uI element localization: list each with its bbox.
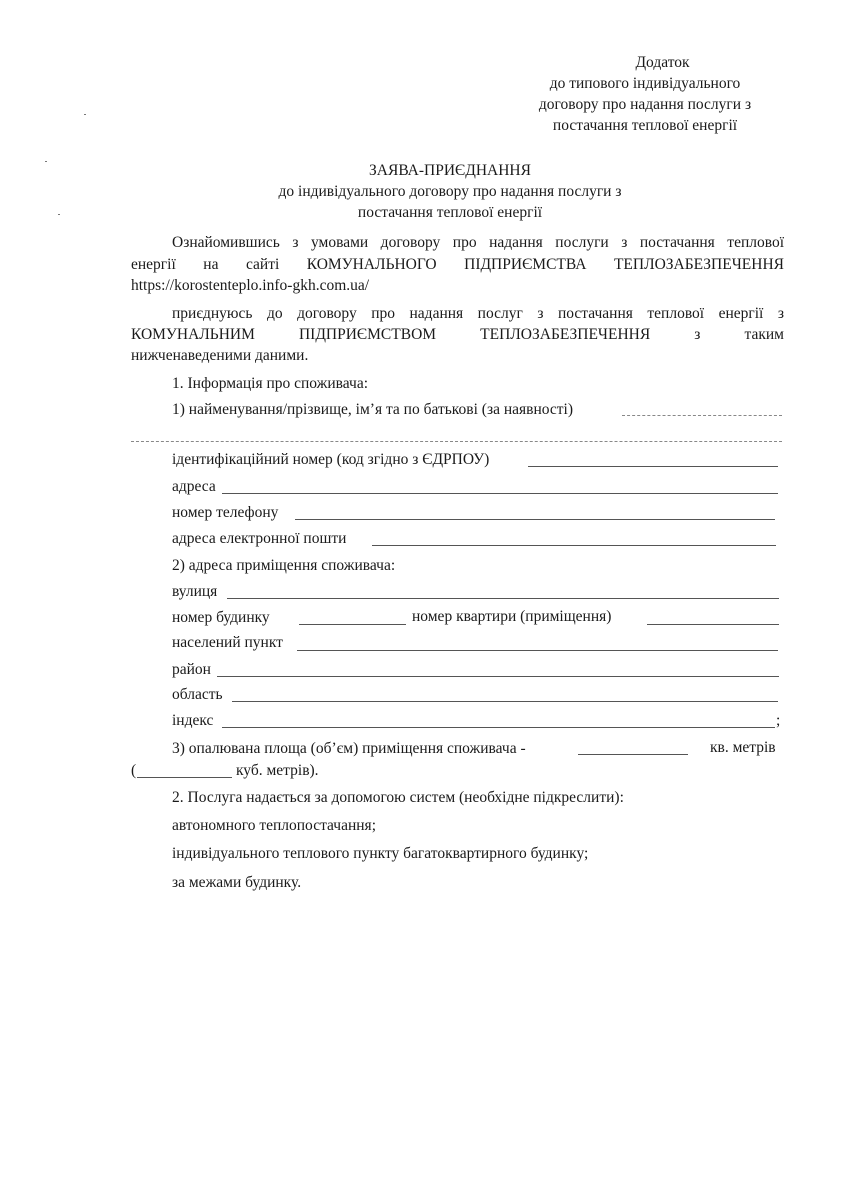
section1-heading: 1. Інформація про споживача:: [172, 375, 369, 392]
system-option-individual-point[interactable]: індивідуального теплового пункту багатоквартирного будинку;: [172, 845, 589, 862]
volume-open: (: [131, 762, 137, 779]
document-title: [200, 160, 700, 223]
index-label: індекс: [172, 712, 214, 729]
name-field[interactable]: [622, 415, 782, 416]
name-field-continued[interactable]: [131, 441, 782, 442]
district-label: район: [172, 661, 211, 678]
region-label: область: [172, 686, 223, 703]
scan-speck: [45, 161, 47, 162]
appendix-line: Додаток: [635, 54, 690, 71]
name-label: 1) найменування/прізвище, ім’я та по батькові (за наявності): [172, 401, 573, 418]
id-field[interactable]: [528, 466, 778, 467]
email-field[interactable]: [372, 545, 776, 546]
appendix-line: до типового індивідуального: [549, 75, 741, 92]
locality-label: населений пункт: [172, 634, 283, 651]
title-line: до індивідуального договору про надання послуги з: [278, 183, 622, 200]
join-line: приєднуюсь до договору про надання послуг з постачання теплової енергії з: [172, 305, 784, 322]
apartment-field[interactable]: [647, 624, 779, 625]
intro-url: https://korostenteplo.info-gkh.com.ua/: [131, 277, 370, 294]
title-line: ЗАЯВА-ПРИЄДНАННЯ: [369, 162, 531, 179]
intro-line: Ознайомившись з умовами договору про надання послуги з постачання теплової: [172, 234, 784, 251]
address-label: адреса: [172, 478, 216, 495]
system-option-outside-building[interactable]: за межами будинку.: [172, 874, 302, 891]
join-line: КОМУНАЛЬНИМ ПІДПРИЄМСТВОМ ТЕПЛОЗАБЕЗПЕЧЕННЯ з таким: [131, 326, 784, 343]
district-field[interactable]: [217, 676, 779, 677]
email-label: адреса електронної пошти: [172, 530, 347, 547]
street-label: вулиця: [172, 583, 218, 600]
phone-label: номер телефону: [172, 504, 279, 521]
street-field[interactable]: [227, 598, 779, 599]
house-label: номер будинку: [172, 609, 270, 626]
appendix-block: [490, 52, 800, 136]
appendix-line: постачання теплової енергії: [552, 117, 738, 134]
volume-unit: куб. метрів).: [236, 762, 319, 779]
locality-field[interactable]: [297, 650, 778, 651]
section2-heading: 2. Послуга надається за допомогою систем (необхідне підкреслити):: [172, 789, 624, 806]
intro-line: енергії на сайті КОМУНАЛЬНОГО ПІДПРИЄМСТВА ТЕПЛОЗАБЕЗПЕЧЕННЯ: [131, 256, 784, 273]
system-option-autonomous[interactable]: автономного теплопостачання;: [172, 817, 376, 834]
apartment-label: номер квартири (приміщення): [412, 608, 612, 625]
appendix-line: договору про надання послуги з: [538, 96, 752, 113]
join-line: нижченаведеними даними.: [131, 347, 309, 364]
house-field[interactable]: [299, 624, 406, 625]
id-label: ідентифікаційний номер (код згідно з ЄДРПОУ): [172, 451, 490, 468]
scan-speck: [58, 214, 60, 215]
title-line: постачання теплової енергії: [357, 204, 543, 221]
region-field[interactable]: [232, 701, 778, 702]
phone-field[interactable]: [295, 519, 775, 520]
area-field[interactable]: [578, 754, 688, 755]
scan-speck: [84, 114, 86, 115]
premises-heading: 2) адреса приміщення споживача:: [172, 557, 396, 574]
index-field[interactable]: [222, 727, 775, 728]
address-field[interactable]: [222, 493, 778, 494]
volume-field[interactable]: [137, 777, 232, 778]
area-unit: кв. метрів: [710, 739, 776, 756]
area-label: 3) опалювана площа (об’єм) приміщення споживача -: [172, 740, 526, 757]
index-end: ;: [776, 712, 781, 729]
